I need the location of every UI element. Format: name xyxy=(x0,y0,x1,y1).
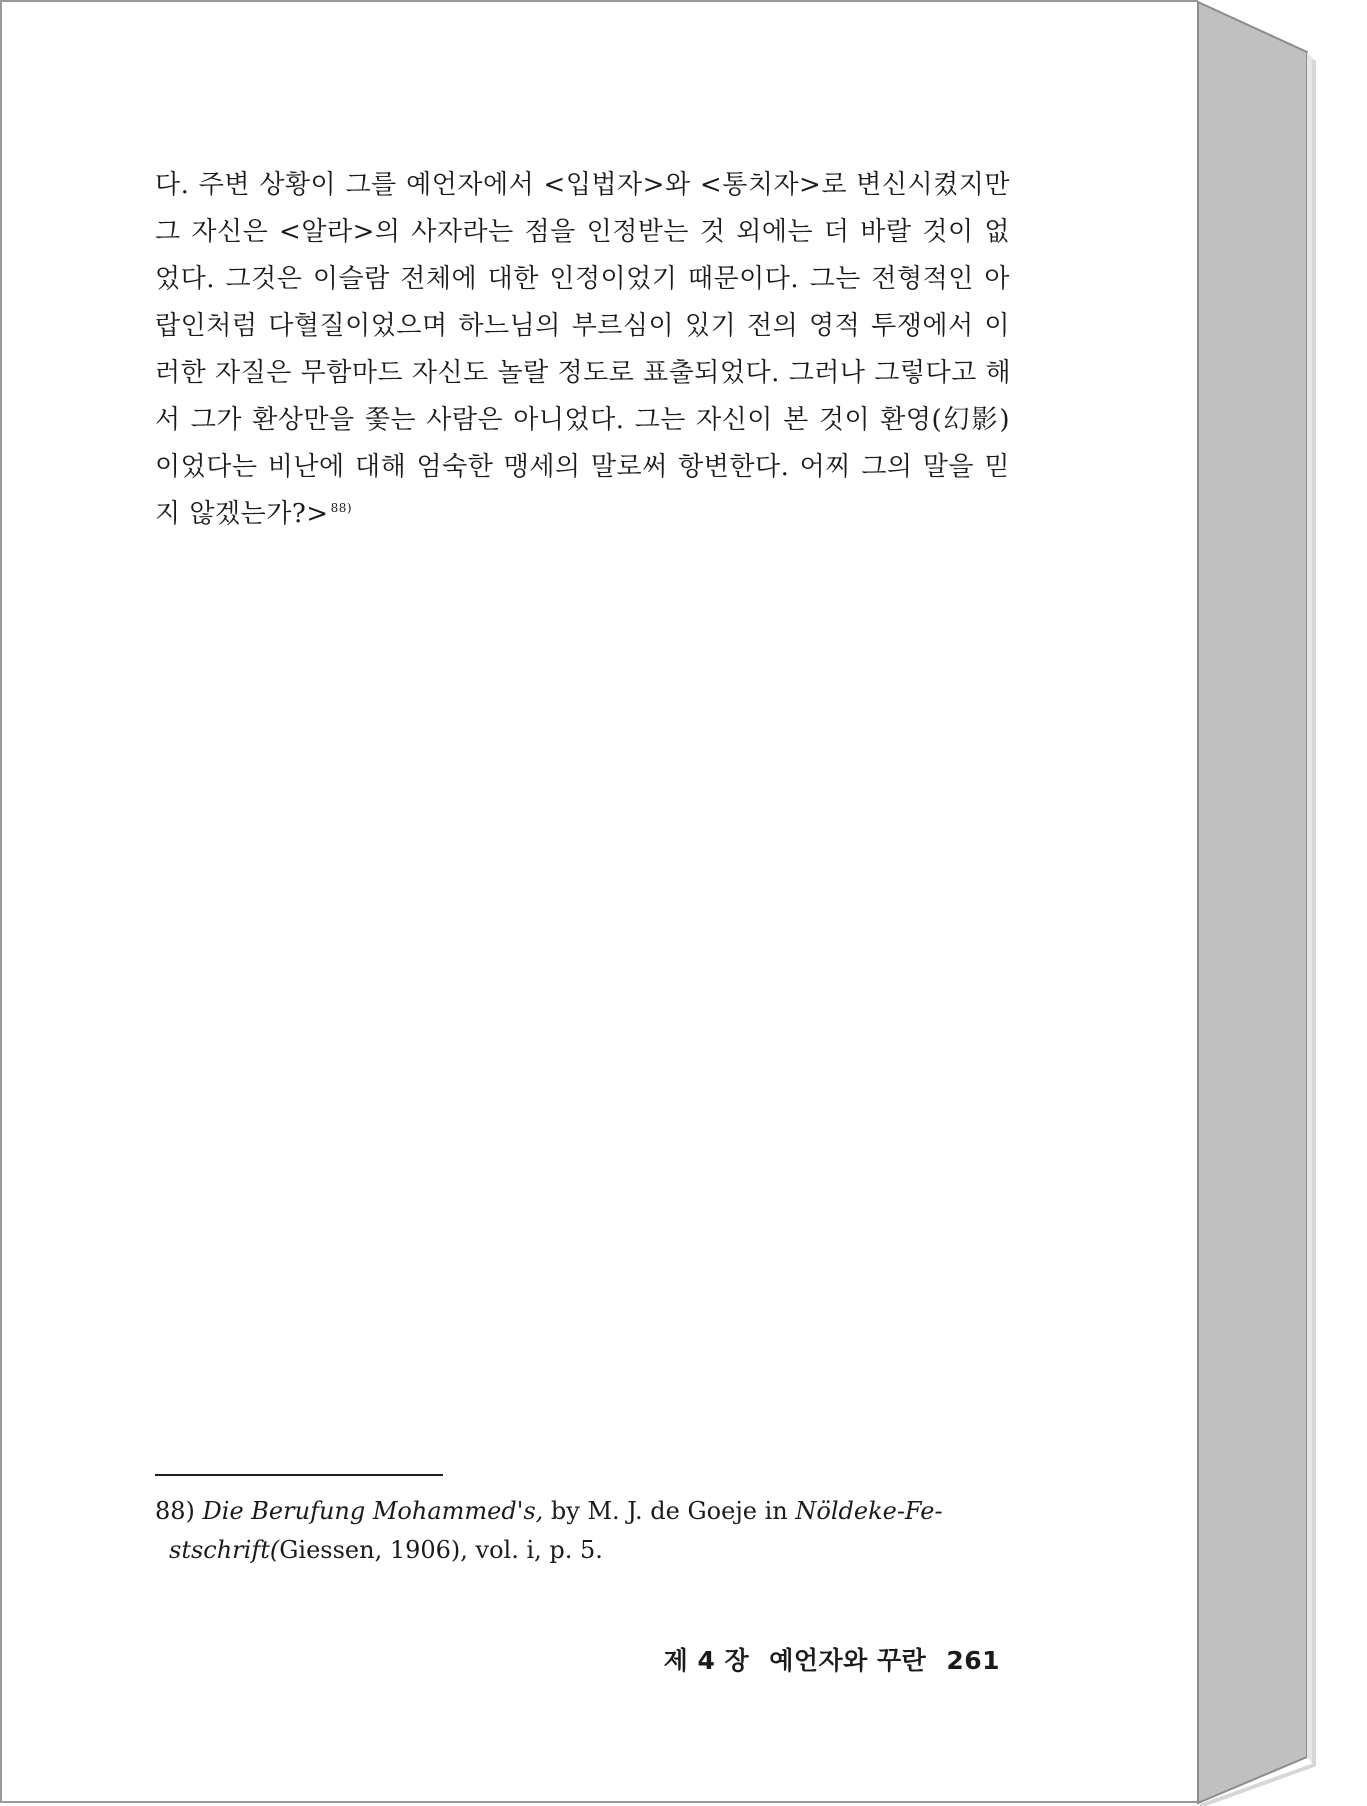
running-footer xyxy=(664,1641,1000,1677)
footnote-line-1 xyxy=(155,1492,1005,1531)
body-line-last xyxy=(155,491,1010,538)
footnote-line-2 xyxy=(155,1531,1005,1570)
body-paragraph xyxy=(155,162,1010,538)
page-number: 261 xyxy=(946,1646,1000,1675)
footnote-source-part-1: Nöldeke-Fe- xyxy=(795,1497,943,1525)
body-line: 었다. 그것은 이슬람 전체에 대한 인정이었기 때문이다. 그는 전형적인 아 xyxy=(155,264,1010,294)
footnote-author: by M. J. de Goeje in xyxy=(543,1497,796,1525)
body-line-text: 지 않겠는가?> xyxy=(155,499,329,529)
body-line: 이었다는 비난에 대해 엄숙한 맹세의 말로써 항변한다. 어찌 그의 말을 믿 xyxy=(155,452,1010,482)
body-line: 서 그가 환상만을 쫓는 사람은 아니었다. 그는 자신이 본 것이 환영(幻影) xyxy=(155,405,1010,435)
chapter-title: 예언자와 꾸란 xyxy=(769,1646,927,1675)
footnote-number: 88) xyxy=(155,1497,195,1525)
footnote-title: Die Berufung Mohammed's, xyxy=(202,1497,544,1525)
chapter-label: 제 4 장 xyxy=(663,1646,750,1675)
footnote-source-part-2: stschrift( xyxy=(169,1536,280,1564)
footnote-88 xyxy=(155,1492,1005,1570)
body-line: 랍인처럼 다혈질이었으며 하느님의 부르심이 있기 전의 영적 투쟁에서 이 xyxy=(155,311,1010,341)
body-line: 그 자신은 <알라>의 사자라는 점을 인정받는 것 외에는 더 바랄 것이 없 xyxy=(155,217,1010,247)
footnote-divider xyxy=(155,1474,443,1476)
body-line: 다. 주변 상황이 그를 예언자에서 <입법자>와 <통치자>로 변신시켰지만 xyxy=(155,170,1010,200)
footnote-reference: 88) xyxy=(330,501,353,516)
footnote-details: Giessen, 1906), vol. i, p. 5. xyxy=(279,1536,603,1564)
body-line: 러한 자질은 무함마드 자신도 놀랄 정도로 표출되었다. 그러나 그렇다고 해 xyxy=(155,358,1012,388)
